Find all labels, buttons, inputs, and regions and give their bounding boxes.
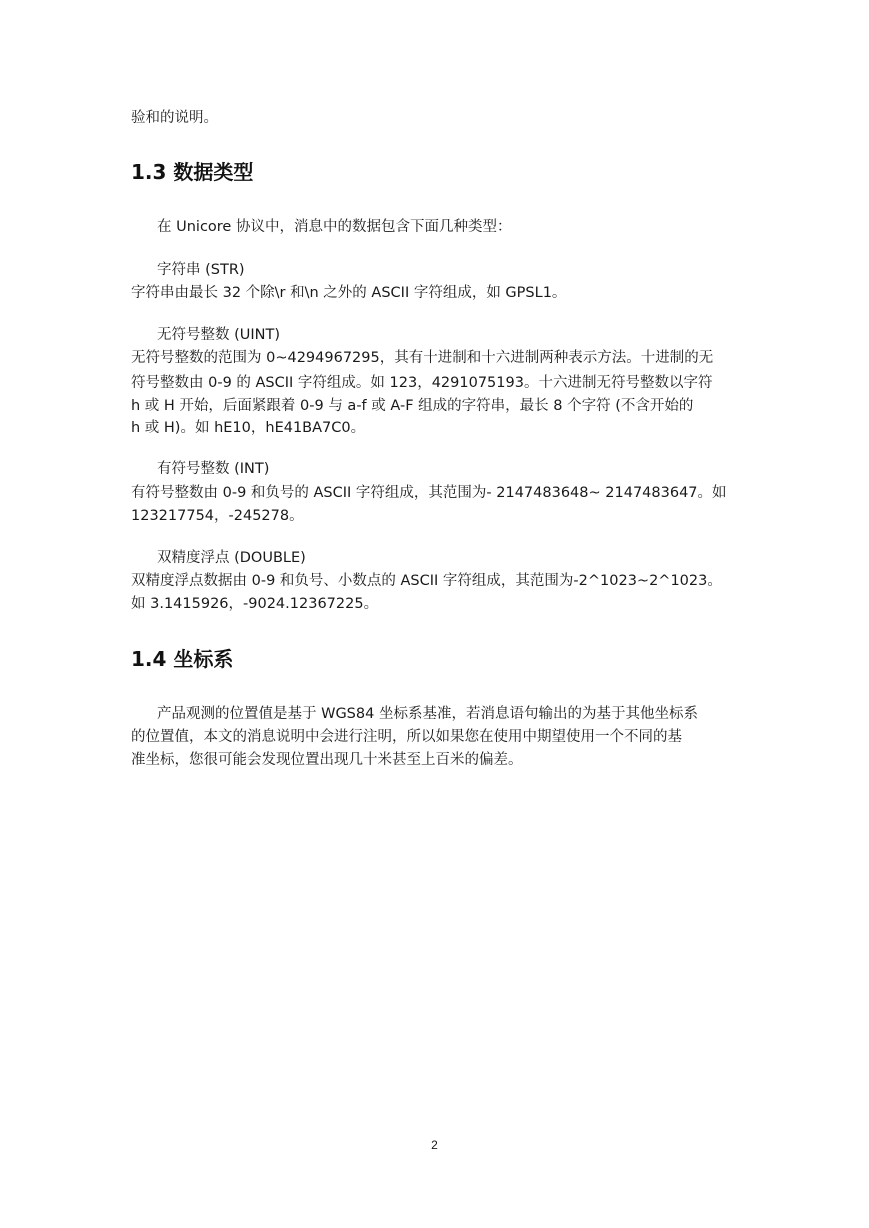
uint-type-title: 无符号整数 (UINT): [157, 327, 281, 343]
int-description-line: 有符号整数由 0-9 和负号的 ASCII 字符组成，其范围为- 2147483648~ 2147483647。如: [131, 485, 727, 501]
int-description-line: 123217754，-245278。: [131, 508, 304, 524]
str-type-description: 字符串由最长 32 个除\r 和\n 之外的 ASCII 字符组成，如 GPSL1。: [131, 285, 567, 301]
intro-text: 验和的说明。: [131, 110, 218, 126]
coordinate-paragraph-line: 准坐标，您很可能会发现位置出现几十米甚至上百米的偏差。: [131, 752, 523, 768]
coordinate-paragraph-line: 产品观测的位置值是基于 WGS84 坐标系基准，若消息语句输出的为基于其他坐标系: [157, 706, 698, 722]
section-lead-paragraph: 在 Unicore 协议中，消息中的数据包含下面几种类型：: [157, 219, 512, 235]
uint-description-line: 无符号整数的范围为 0~4294967295，其有十进制和十六进制两种表示方法。十进制的无: [131, 350, 714, 366]
coordinate-paragraph-line: 的位置值，本文的消息说明中会进行注明，所以如果您在使用中期望使用一个不同的基: [131, 729, 682, 745]
uint-description-line: 符号整数由 0-9 的 ASCII 字符组成。如 123，4291075193。十六进制无符号整数以字符: [131, 375, 713, 391]
double-description-line: 如 3.1415926，-9024.12367225。: [131, 596, 379, 612]
section-heading-1-4: 1.4 坐标系: [131, 647, 234, 671]
int-type-title: 有符号整数 (INT): [157, 461, 270, 477]
str-type-title: 字符串 (STR): [157, 262, 245, 278]
uint-description-line: h 或 H)。如 hE10，hE41BA7C0。: [131, 420, 366, 436]
uint-description-line: h 或 H 开始，后面紧跟着 0-9 与 a-f 或 A-F 组成的字符串，最长 8 个字符 (不含开始的: [131, 398, 694, 414]
double-description-line: 双精度浮点数据由 0-9 和负号、小数点的 ASCII 字符组成，其范围为-2^1023~2^1023。: [131, 573, 722, 589]
double-type-title: 双精度浮点 (DOUBLE): [157, 550, 306, 566]
section-heading-1-3: 1.3 数据类型: [131, 160, 254, 184]
page-number: 2: [431, 1138, 438, 1152]
